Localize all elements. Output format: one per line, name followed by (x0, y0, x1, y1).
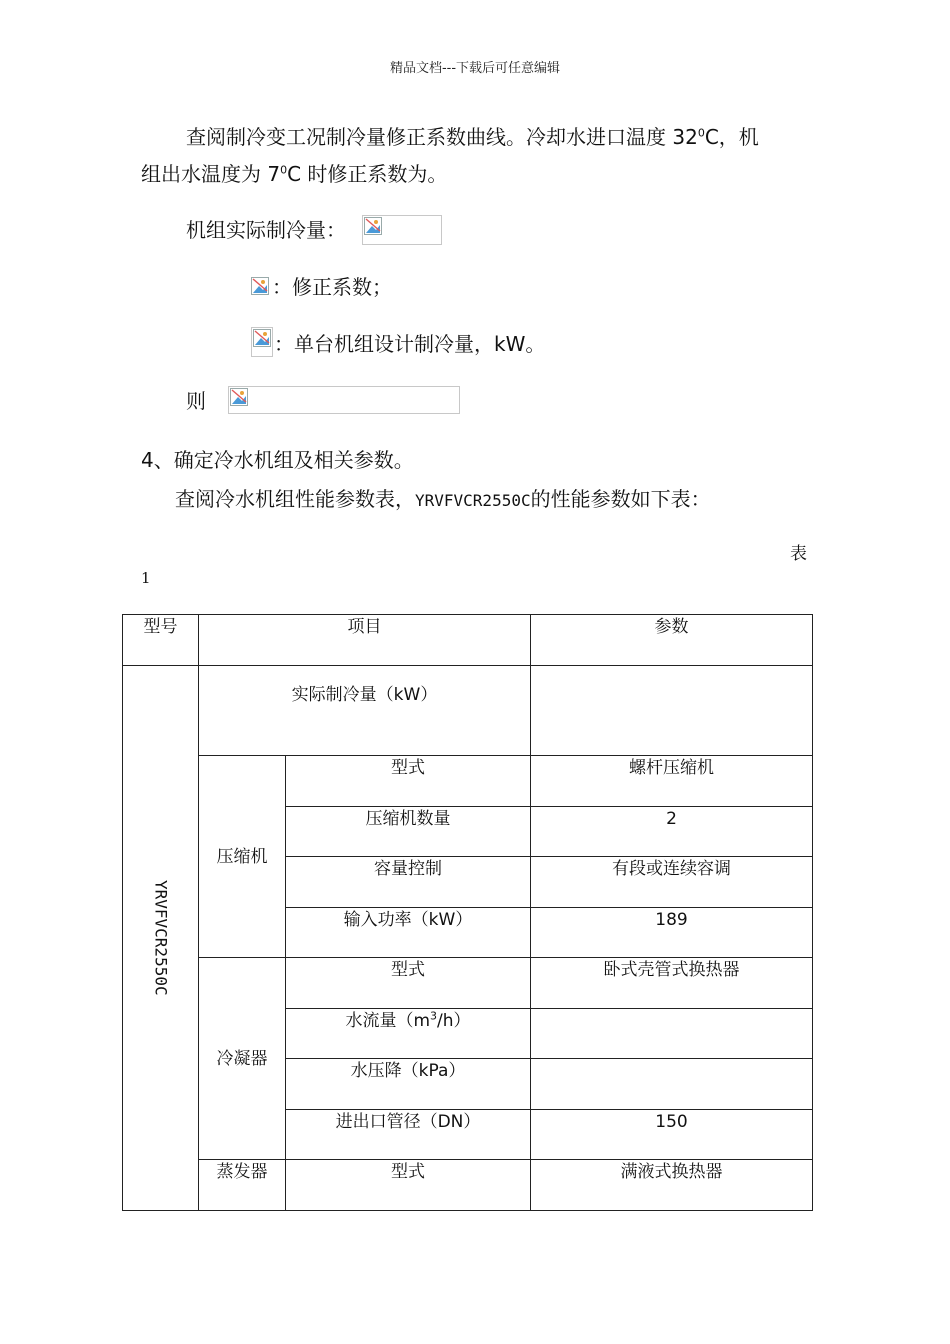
table-row (123, 666, 813, 756)
value-cell: 150 (531, 1110, 813, 1160)
item-cell: 型式 (286, 756, 531, 807)
text-run: 查阅冷水机组性能参数表， (175, 487, 415, 511)
value-cell (531, 1059, 813, 1110)
definition-1: ：修正系数； (272, 275, 392, 299)
broken-image-icon (230, 388, 248, 406)
broken-image-icon (253, 329, 271, 347)
header-item: 项目 (199, 615, 531, 666)
page-header: 精品文档---下载后可任意编辑 (389, 61, 561, 76)
table-row (123, 756, 813, 807)
superscript: 0 (280, 163, 288, 177)
paragraph-line-2 (141, 161, 447, 187)
text-run: C，机 (704, 125, 759, 149)
value-cell: 2 (531, 807, 813, 857)
section-heading: 4、确定冷水机组及相关参数。 (141, 448, 414, 472)
text-run: 组出水温度为 7 (141, 162, 281, 186)
header-param: 参数 (531, 615, 813, 666)
table-row (123, 1160, 813, 1211)
formula-image (362, 215, 442, 245)
table-caption: 表 (790, 544, 807, 564)
condenser-group: 冷凝器 (199, 958, 286, 1160)
capacity-value (531, 666, 813, 756)
item-cell: 型式 (286, 958, 531, 1009)
symbol-image (251, 277, 271, 297)
item-cell: 容量控制 (286, 857, 531, 908)
formula-image (228, 386, 460, 414)
text-run: C 时修正系数为。 (287, 162, 448, 186)
item-cell: 输入功率（kW） (286, 908, 531, 958)
item-cell: 水流量$(m^3/h)$ (286, 1009, 531, 1059)
broken-image-icon (364, 217, 382, 235)
capacity-label: 实际制冷量（kW） (199, 666, 531, 756)
value-cell: 螺杆压缩机 (531, 756, 813, 807)
value-cell: 189 (531, 908, 813, 958)
value-cell (531, 1009, 813, 1059)
item-cell: 进出口管径（DN） (286, 1110, 531, 1160)
symbol-image (251, 327, 273, 357)
paragraph-2 (175, 486, 711, 514)
superscript: 0 (697, 126, 705, 140)
value-cell: 有段或连续容调 (531, 857, 813, 908)
item-cell: 水压降（kPa） (286, 1059, 531, 1110)
value-cell: 卧式壳管式换热器 (531, 958, 813, 1009)
value-cell: 满液式换热器 (531, 1160, 813, 1211)
header-model: 型号 (123, 615, 199, 666)
table-header-row (123, 615, 813, 666)
broken-image-icon (251, 277, 269, 295)
model-code: YRVFVCR2550C (415, 491, 531, 510)
spec-table (122, 614, 813, 1211)
definition-2: ：单台机组设计制冷量，kW。 (274, 332, 546, 356)
table-caption-number: 1 (141, 569, 151, 587)
table-row (123, 958, 813, 1009)
model-cell: YRVFVCR2550C (123, 666, 199, 1211)
compressor-group: 压缩机 (199, 756, 286, 958)
formula-label: 机组实际制冷量： (186, 218, 346, 242)
evaporator-group: 蒸发器 (199, 1160, 286, 1211)
paragraph-line-1 (186, 124, 759, 150)
text-run: 的性能参数如下表： (530, 487, 711, 511)
then-label: 则 (186, 389, 206, 413)
item-cell: 型式 (286, 1160, 531, 1211)
item-cell: 压缩机数量 (286, 807, 531, 857)
text-run: 查阅制冷变工况制冷量修正系数曲线。冷却水进口温度 32 (186, 125, 698, 149)
